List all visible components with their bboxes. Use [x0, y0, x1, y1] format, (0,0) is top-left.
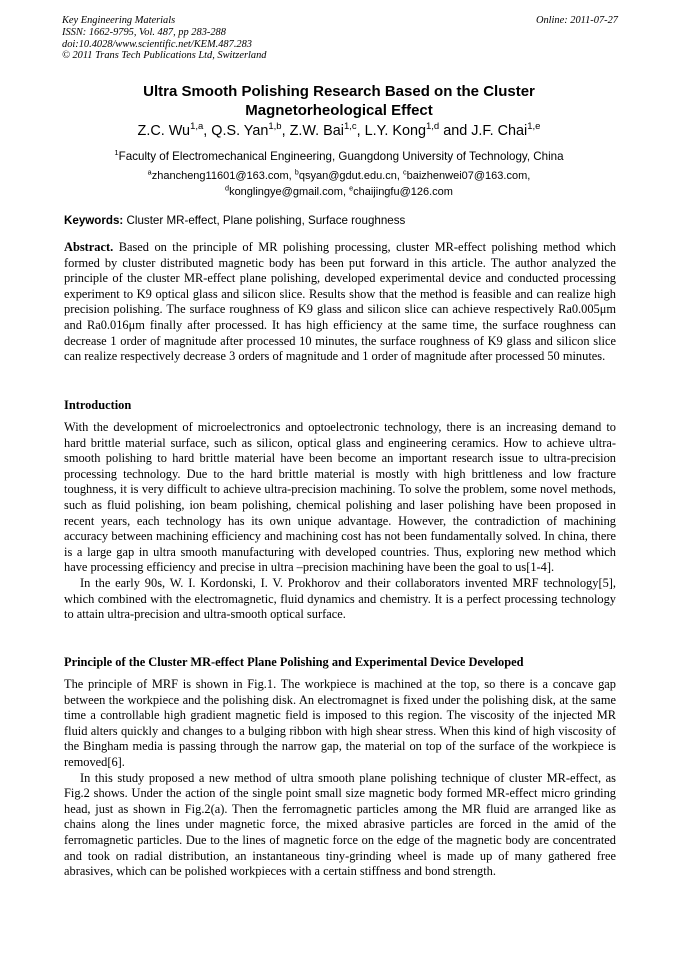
paper-title — [64, 82, 614, 120]
doi-line: doi:10.4028/www.scientific.net/KEM.487.283 — [62, 38, 252, 50]
email-address: baizhenwei07@163.com — [406, 170, 528, 182]
author — [290, 123, 365, 139]
email-address: qsyan@gdut.edu.cn — [298, 170, 397, 182]
keywords-label: Keywords: — [64, 214, 124, 227]
affiliation-sup: 1 — [114, 148, 119, 158]
email-address: chaijingfu@126.com — [353, 185, 453, 198]
title-line-1: Ultra Smooth Polishing Research Based on the Cluster — [143, 83, 535, 100]
abstract-paragraph — [64, 240, 616, 365]
email-address: zhancheng11601@163.com — [151, 170, 289, 182]
paragraph: With the development of microelectronics and optoelectronic technology, there is an increasing demand to hard brittle material surface, such as silicon, optical glass and engineering ceramics. How to achieve ultra-smooth polishing to hard brittle material have been become an important research issue to ultra-precision processing technology. Due to the hard brittle material is mostly with high brittleness and low fracture toughness, it is very difficult to achieve ultra-precision machining. To solve the problem, some novel methods, such as fluid polishing, ion beam polishing, chemical polishing and laser polishing have been proposed in recent years, each technology has its own unique advantage. However, the contradiction of machining accuracy between machining efficiency and machining cost has not been fundamentally solved. In china, there is a large gap in ultra smooth manufacturing with developed countries. Thus, exploring new method which have processing efficiency and precise in ultra –precision machining have been the goal to us[1-4]. — [64, 420, 616, 575]
email-address: konglingye@gmail.com — [229, 185, 343, 198]
email-sup: a — [147, 167, 152, 177]
section-heading-principle: Principle of the Cluster MR-effect Plane Polishing and Experimental Device Developed — [64, 655, 524, 669]
email-sup: c — [402, 167, 407, 177]
principle-body — [64, 677, 616, 880]
author-list — [64, 121, 614, 141]
author — [471, 123, 540, 139]
author-affil-sup: 1,a — [190, 121, 204, 133]
title-line-2: Magnetorheological Effect — [245, 102, 433, 119]
paragraph: In the early 90s, W. I. Kordonski, I. V. Prokhorov and their collaborators invented MRF technology[5], which combined with the electromagnetic, fluid dynamics and chemistry. It is a perfect processing technology to attain ultra-precision and ultra-smooth optical surface. — [64, 575, 616, 622]
paragraph: In this study proposed a new method of ultra smooth plane polishing technique of cluster MR-effect, as Fig.2 shows. Under the action of the single point small size magnetic body formed MR-effect micro grinding head, just as shown in Fig.2(a). Then the ferromagnetic particles among the MR fluid are arranged like as chains along the lines under magnetic force, the mixed abrasive particles are forced in the amid of the ferromagnetic particles. Due to the lines of magnetic force on the edge of the magnetic body are concentrated and took on radial distribution, an instantaneous tiny-grinding wheel is made up of many gathered free abrasives, which can be polished workpieces with a certain stiffness and bond strength. — [64, 770, 616, 879]
paragraph: The principle of MRF is shown in Fig.1. The workpiece is machined at the top, so there is a concave gap between the workpiece and the polishing disk. An electromagnet is fixed under the polishing disk, at the same time a controllable high gradient magnetic field is imposed to this region. The viscosity of the injected MR fluid alters quickly and changes to a bulging ribbon with high shear stress. When this kind of high viscosity of the Bingham media is passing through the narrow gap, the material on top of the surface of the workpiece is removed[6]. — [64, 677, 616, 769]
author-separator: , — [281, 123, 290, 139]
abstract-text: Based on the principle of MR polishing processing, cluster MR-effect polishing method which formed by cluster distributed magnetic body has been put forward in this article. The author analyzed the principle of the cluster MR-effect plane polishing, developed experimental device and conducted processing experiment to K9 optical glass and silicon slice. Results show that the method is feasible and can realize high precision polishing. The surface roughness of K9 glass and silicon slice can achieve respectively Ra0.005μm and Ra0.016μm finally after processed. It has high efficiency at the same time, the surface roughness can decrease 1 order of magnitude after processed 10 minutes, the surface roughness of K9 glass and silicon slice can realize respectively decrease 3 orders of magnitude and 1 order of magnitude after processed 50 minutes. — [64, 240, 616, 364]
author-name: J.F. Chai — [471, 123, 528, 139]
email-sup: b — [294, 167, 299, 177]
email-list — [64, 169, 614, 200]
affiliation — [64, 149, 614, 165]
copyright-line: © 2011 Trans Tech Publications Ltd, Switzerland — [62, 50, 267, 62]
email-separator: , — [342, 185, 350, 198]
email-sup: d — [225, 182, 230, 192]
section-heading-introduction: Introduction — [64, 398, 132, 412]
author — [365, 123, 472, 139]
email-sup: e — [349, 182, 354, 192]
email-separator: , — [288, 170, 295, 182]
author-separator: and — [439, 123, 472, 139]
abstract-label: Abstract. — [64, 240, 114, 254]
author-affil-sup: 1,b — [268, 121, 282, 133]
author-separator: , — [356, 123, 365, 139]
journal-name: Key Engineering Materials — [62, 15, 176, 26]
keywords-line — [64, 213, 616, 228]
author-name: Z.C. Wu — [137, 123, 191, 139]
affiliation-text: Faculty of Electromechanical Engineering, Guangdong University of Technology, China — [118, 150, 564, 163]
journal-header — [62, 15, 618, 62]
online-date: Online: 2011-07-27 — [535, 15, 618, 26]
author-name: Q.S. Yan — [211, 123, 269, 139]
issn-line: ISSN: 1662-9795, Vol. 487, pp 283-288 — [62, 26, 226, 38]
author-affil-sup: 1,e — [527, 121, 541, 133]
author-affil-sup: 1,c — [343, 121, 357, 133]
introduction-body — [64, 420, 616, 623]
author — [138, 123, 212, 139]
email-separator: , — [527, 170, 531, 182]
author-separator: , — [203, 123, 212, 139]
author-affil-sup: 1,d — [426, 121, 440, 133]
abstract — [64, 240, 616, 365]
keywords-text: Cluster MR-effect, Plane polishing, Surface roughness — [123, 214, 406, 227]
author-name: L.Y. Kong — [364, 123, 426, 139]
author — [211, 123, 289, 139]
author-name: Z.W. Bai — [289, 123, 344, 139]
email-separator: , — [396, 170, 403, 182]
